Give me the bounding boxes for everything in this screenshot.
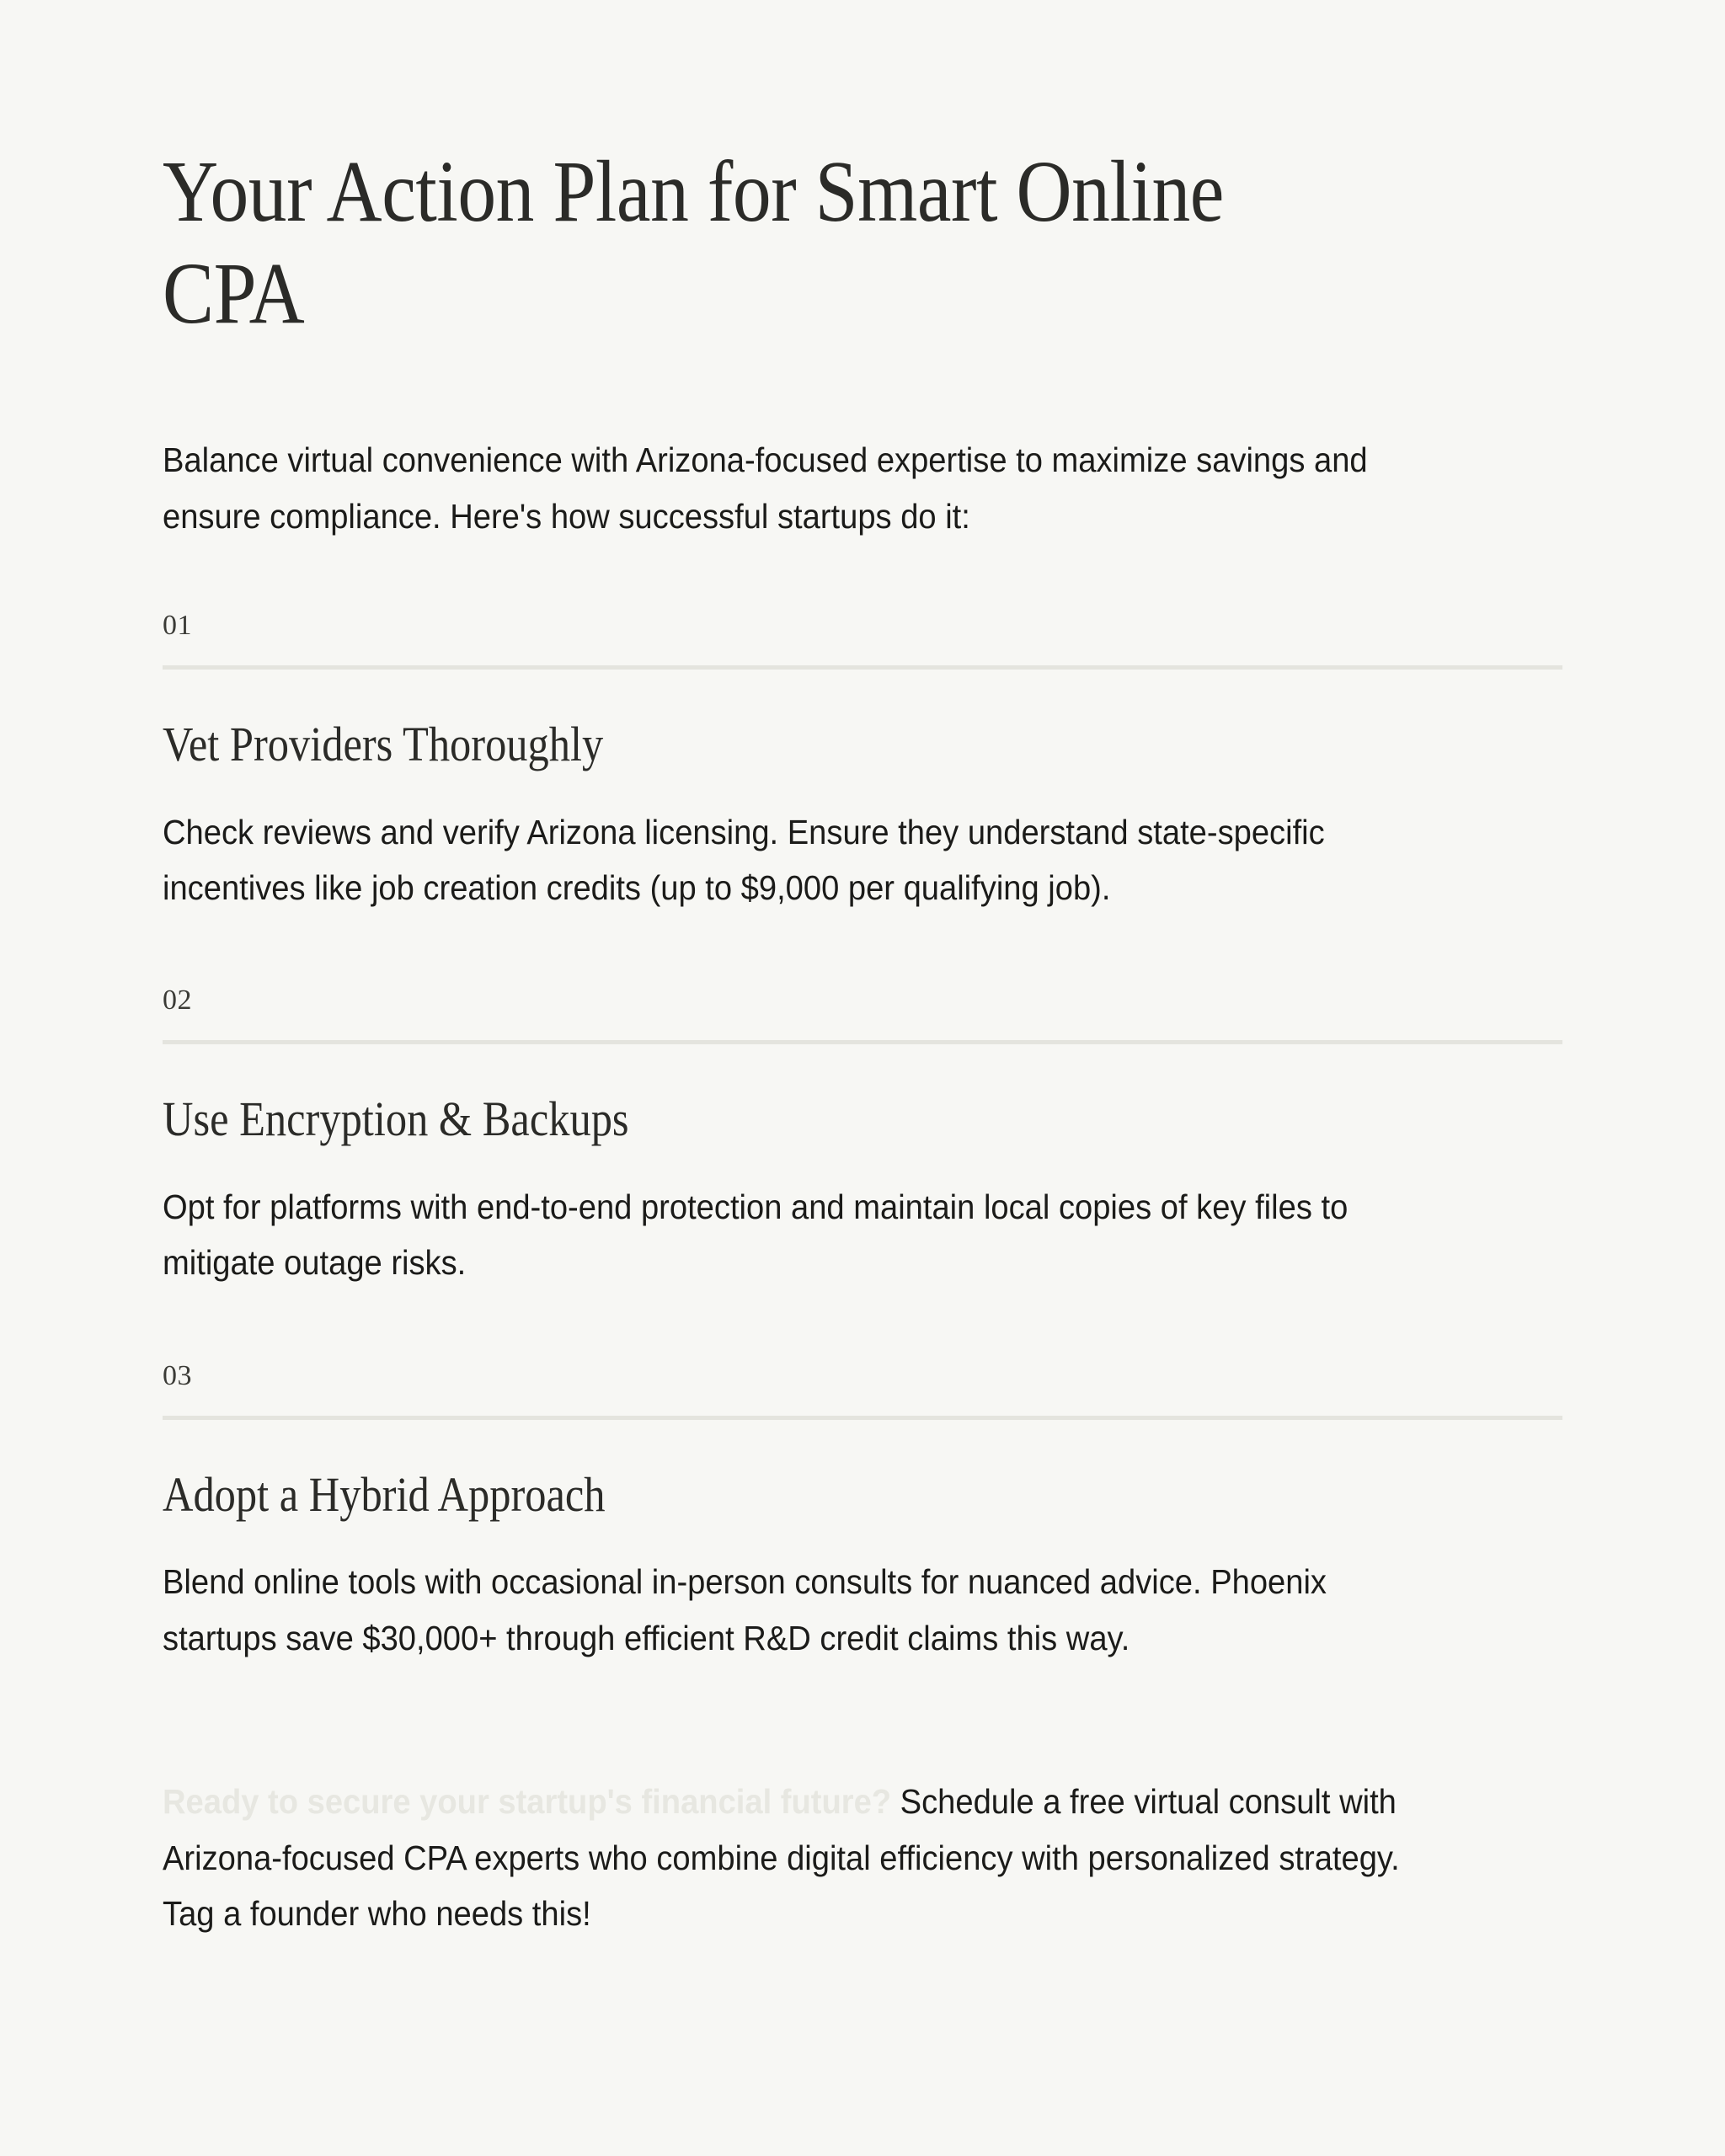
article-content xyxy=(163,0,1562,1942)
step-heading: Use Encryption & Backups xyxy=(163,1091,629,1147)
cta-rest-text: Schedule a free virtual consult with Arizona-focused CPA experts who combine digital efficiency with personalized strategy. Tag a founder who needs this! xyxy=(163,1782,1400,1934)
step-number: 01 xyxy=(163,610,192,642)
step-body: Check reviews and verify Arizona licensing. Ensure they understand state-specific incentives like job creation credits (up to $9,000 per qualifying job). xyxy=(163,812,1325,908)
step-item xyxy=(163,1291,1562,1666)
cta-paragraph xyxy=(163,1666,1439,1941)
step-number: 02 xyxy=(163,985,192,1017)
cta-lead-text: Ready to secure your startup's financial future? xyxy=(163,1782,892,1822)
page-title: Your Action Plan for Smart Online CPA xyxy=(163,143,1224,342)
step-body: Blend online tools with occasional in-person consults for nuanced advice. Phoenix startups save $30,000+ through efficient R&D credit claims this way. xyxy=(163,1562,1327,1657)
intro-paragraph: Balance virtual convenience with Arizona-focused expertise to maximize savings and ensure compliance. Here's how successful startups do it: xyxy=(163,440,1368,536)
step-body: Opt for platforms with end-to-end protection and maintain local copies of key files to mitigate outage risks. xyxy=(163,1187,1348,1283)
step-heading: Vet Providers Thoroughly xyxy=(163,717,604,772)
step-heading: Adopt a Hybrid Approach xyxy=(163,1466,606,1522)
step-item xyxy=(163,544,1562,915)
step-item xyxy=(163,915,1562,1290)
step-number: 03 xyxy=(163,1359,192,1391)
